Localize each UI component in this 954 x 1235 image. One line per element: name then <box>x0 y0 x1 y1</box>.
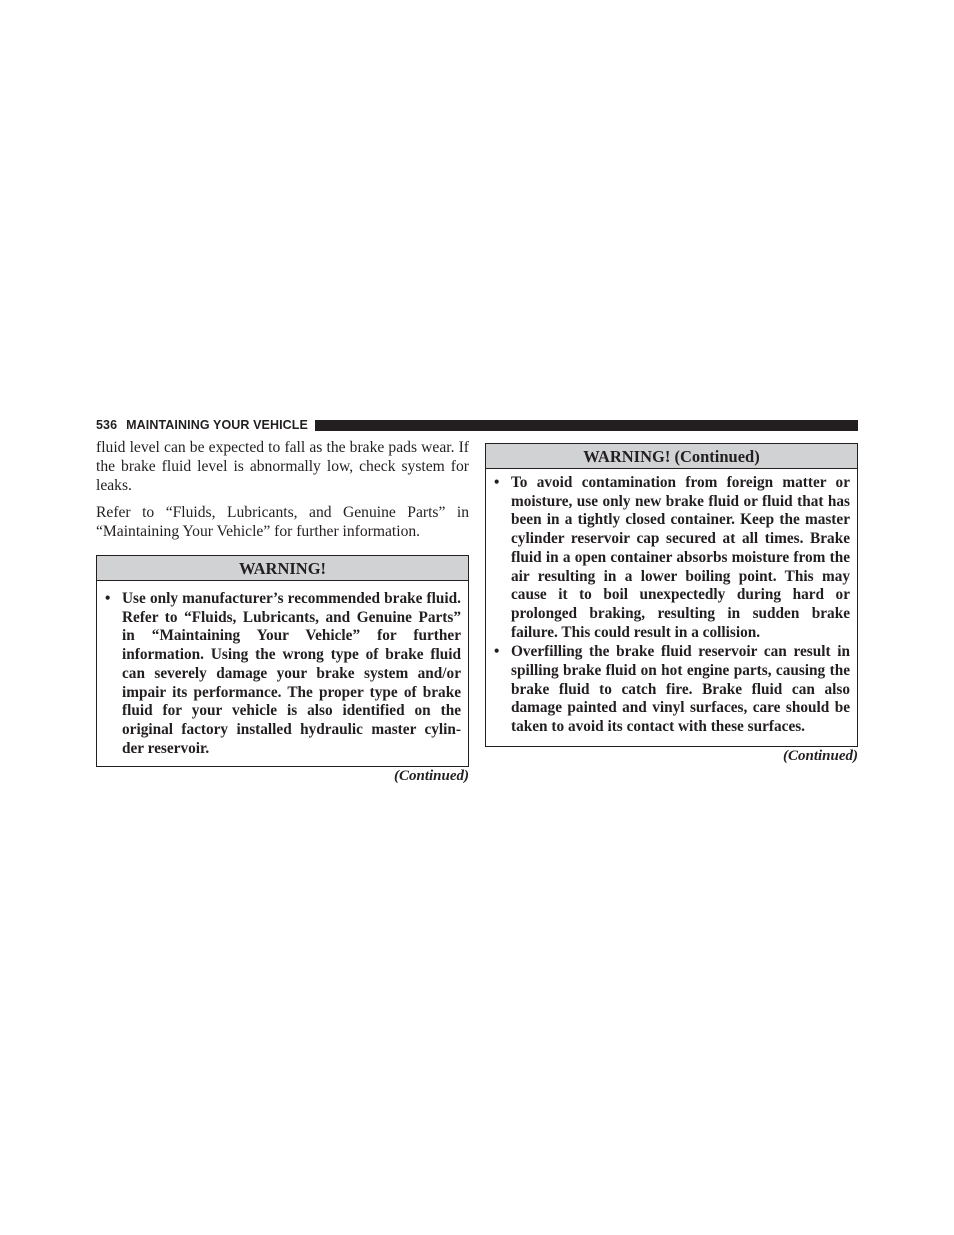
warning-box <box>96 555 469 767</box>
page-number: 536 <box>96 418 118 432</box>
warning-list <box>486 469 857 746</box>
right-column <box>485 443 858 765</box>
continued-label: (Continued) <box>782 747 858 764</box>
warning-item <box>104 590 461 758</box>
warning-item-text: Use only manufacturer’s recommended brake fluid. Refer to “Fluids, Lubricants, and Genuine Parts” in “Maintaining Your Vehicle” for further information. Using the wrong type of brake fluid can severely damage your brake system and/or impair its performance. The proper type of brake fluid for your vehicle is also identified on the original factory installed hydraulic master cylin- der reservoir. <box>122 590 461 757</box>
warning-list <box>97 581 468 766</box>
body-paragraph: fluid level can be expected to fall as the brake pads wear. If the brake fluid level is abnormally low, check system for leaks. <box>96 439 469 494</box>
header-rule <box>315 420 858 431</box>
warning-title: WARNING! (Continued) <box>486 444 857 469</box>
left-column <box>96 438 469 785</box>
warning-item-text: To avoid contamination from foreign matter or moisture, use only new brake fluid or fluid that has been in a tightly closed container. Keep the master cylinder reservoir cap secured at all times. Brake fluid in a open container absorbs moisture from the air resulting in a lower boiling point. This may cause it to boil unexpectedly during hard or prolonged braking, resulting in sudden brake failure. This could result in a collision. <box>511 474 850 641</box>
warning-item <box>493 643 850 737</box>
warning-title: WARNING! <box>97 556 468 581</box>
body-paragraph: Refer to “Fluids, Lubricants, and Genuine Parts” in “Maintaining Your Vehicle” for further information. <box>96 504 469 540</box>
warning-box-continued <box>485 443 858 747</box>
bullet-icon: • <box>494 643 500 661</box>
continued-label: (Continued) <box>393 768 469 785</box>
section-title: MAINTAINING YOUR VEHICLE <box>126 418 308 432</box>
page-header <box>96 417 858 433</box>
bullet-icon: • <box>105 590 111 607</box>
warning-item <box>493 474 850 642</box>
bullet-icon: • <box>494 474 500 491</box>
warning-item-text: Overfilling the brake fluid reservoir can result in spilling brake fluid on hot engine parts, causing the brake fluid to catch fire. Brake fluid can also damage painted and vinyl surfaces, care should be taken to avoid its contact with these surfaces. <box>511 643 850 736</box>
